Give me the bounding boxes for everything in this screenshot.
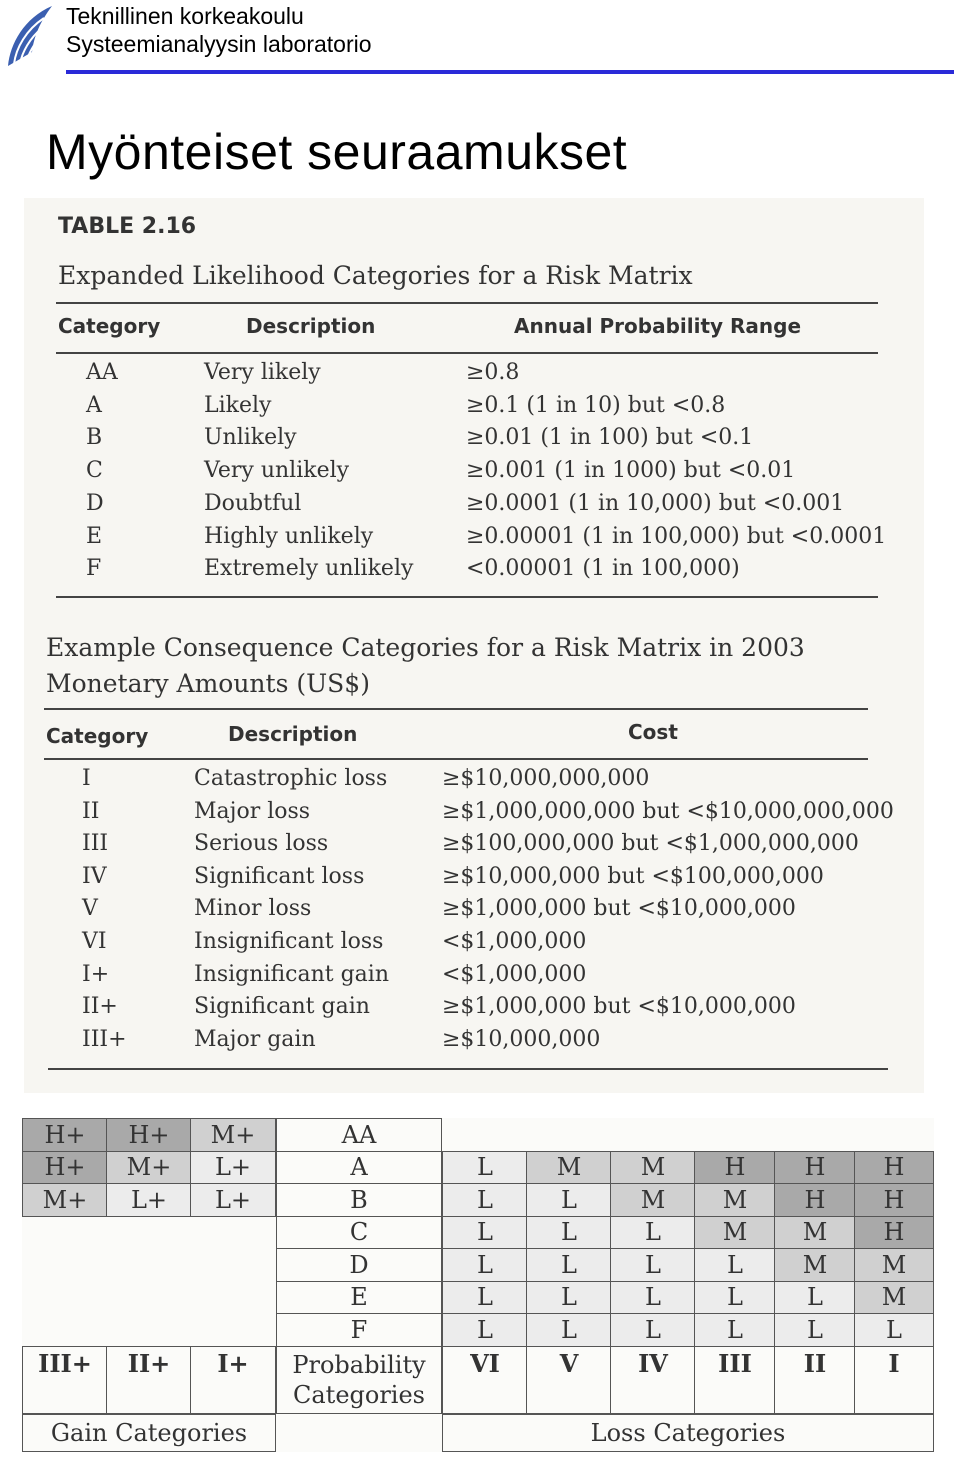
loss-cell: M [854,1281,934,1315]
loss-cell: L [442,1281,528,1315]
table2-header-category: Category [46,724,149,748]
table2-cell-description: Major loss [194,798,311,824]
loss-cell: H [694,1151,776,1185]
table2-cell-description: Insignificant gain [194,961,389,987]
table1-cell-description: Very unlikely [204,458,350,484]
table2-cell-category: V [82,896,98,922]
probability-axis-label: Probability Categories [276,1346,442,1414]
table1-header-range: Annual Probability Range [514,314,802,338]
table2-cell-description: Insignificant loss [194,929,384,954]
table1-cell-range: ≥0.001 (1 in 1000) but <0.01 [466,458,796,484]
loss-cell: L [610,1281,696,1315]
table2-cell-cost: ≥$1,000,000 but <$10,000,000 [442,994,796,1020]
table2-top-rule [44,708,868,710]
table2-header-rule [44,758,868,760]
table1-cell-category: F [86,556,102,582]
table1-cell-range: ≥0.0001 (1 in 10,000) but <0.001 [466,490,845,516]
table2-cell-cost: ≥$10,000,000 but <$100,000,000 [442,863,824,889]
loss-cell: L [526,1216,612,1250]
table1-cell-description: Doubtful [204,490,302,516]
table1-cell-description: Unlikely [204,425,297,451]
gain-cell: L+ [190,1183,276,1217]
slide-title: Myönteiset seuraamukset [46,124,628,180]
table2-cell-cost: ≥$1,000,000 but <$10,000,000 [442,896,796,922]
loss-cell: L [774,1281,856,1315]
header-divider [66,70,954,74]
probability-cell: F [276,1313,442,1347]
gain-cell: H+ [106,1118,192,1152]
table2-cell-category: III [82,831,109,857]
gain-cell: H+ [22,1151,108,1185]
loss-cell: L [694,1281,776,1315]
table1-cell-range: ≥0.1 (1 in 10) but <0.8 [466,392,726,418]
loss-cell: M [694,1183,776,1217]
table2-cell-cost: <$1,000,000 [442,961,587,987]
loss-axis-label: V [526,1346,612,1414]
gain-cell: M+ [22,1183,108,1217]
loss-axis-label: IV [610,1346,696,1414]
table1-cell-category: C [86,458,103,484]
table2-cell-cost: ≥$10,000,000,000 [442,766,650,791]
table1-cell-description: Likely [204,392,272,418]
table2-cell-description: Significant gain [194,994,370,1020]
table2-cell-cost: ≥$100,000,000 but <$1,000,000,000 [442,831,859,857]
table1-cell-category: B [86,425,103,451]
table1-cell-range: ≥0.01 (1 in 100) but <0.1 [466,425,754,451]
loss-cell: M [694,1216,776,1250]
probability-cell: C [276,1216,442,1250]
loss-cell: L [610,1216,696,1250]
table1-cell-category: A [86,392,102,418]
gain-cell: M+ [190,1118,276,1152]
loss-cell: M [774,1248,856,1282]
loss-cell: L [526,1183,612,1217]
gain-categories-label: Gain Categories [22,1414,276,1453]
university-logo-icon [4,4,56,68]
table2-title-line1: Example Consequence Categories for a Risk Matrix in 2003 [46,633,805,662]
table1-bottom-rule [56,596,878,598]
table1-cell-category: D [86,490,104,516]
loss-cell: M [610,1151,696,1185]
table1-top-rule [56,302,878,304]
org-line-1: Teknillinen korkeakoulu [66,3,304,29]
loss-cell: L [694,1248,776,1282]
loss-cell: L [854,1313,934,1347]
table2-cell-cost: ≥$1,000,000,000 but <$10,000,000,000 [442,798,894,824]
table1-cell-description: Highly unlikely [204,523,374,549]
table2-title-line2: Monetary Amounts (US$) [46,669,370,698]
gain-axis-label: I+ [190,1346,276,1414]
probability-cell: A [276,1151,442,1185]
table2-cell-category: II [82,798,100,824]
loss-cell: L [442,1216,528,1250]
org-line-2: Systeemianalyysin laboratorio [66,31,372,57]
table-label: TABLE 2.16 [58,214,197,239]
table1-cell-category: AA [86,360,118,385]
loss-cell: H [774,1151,856,1185]
gain-axis-label: II+ [106,1346,192,1414]
table1-cell-description: Very likely [204,360,321,385]
table2-cell-category: III+ [82,1026,127,1052]
table1-header-description: Description [246,314,376,338]
loss-cell: L [442,1151,528,1185]
probability-cell: E [276,1281,442,1315]
loss-cell: L [442,1183,528,1217]
loss-cell: H [854,1151,934,1185]
loss-cell: H [774,1183,856,1217]
table2-cell-description: Serious loss [194,831,329,857]
loss-cell: M [774,1216,856,1250]
loss-axis-label: III [694,1346,776,1414]
table2-cell-category: II+ [82,994,118,1020]
gain-cell: L+ [106,1183,192,1217]
table1-header-category: Category [58,314,161,338]
gain-cell: M+ [106,1151,192,1185]
loss-cell: L [774,1313,856,1347]
table1-title: Expanded Likelihood Categories for a Risk Matrix [58,261,693,290]
loss-cell: L [526,1248,612,1282]
table1-cell-category: E [86,523,103,549]
table2-cell-cost: ≥$10,000,000 [442,1026,601,1052]
table1-cell-range: <0.00001 (1 in 100,000) [466,556,740,582]
gain-axis-label: III+ [22,1346,108,1414]
table2-cell-category: I [82,766,91,791]
table2-header-cost: Cost [628,720,678,744]
probability-cell: AA [276,1118,442,1152]
table1-cell-range: ≥0.00001 (1 in 100,000) but <0.0001 [466,523,887,549]
loss-cell: L [526,1313,612,1347]
loss-cell: H [854,1183,934,1217]
loss-cell: L [526,1281,612,1315]
loss-cell: L [694,1313,776,1347]
loss-cell: M [526,1151,612,1185]
loss-cell: L [442,1248,528,1282]
table2-cell-category: VI [82,929,107,954]
gain-cell: H+ [22,1118,108,1152]
table1-header-rule [56,352,878,354]
table2-bottom-rule [48,1068,888,1070]
risk-matrix [22,1118,934,1452]
loss-cell: H [854,1216,934,1250]
loss-categories-label: Loss Categories [442,1414,934,1453]
loss-cell: M [610,1183,696,1217]
table1-cell-description: Extremely unlikely [204,556,414,582]
table1-cell-range: ≥0.8 [466,360,520,385]
table2-cell-description: Major gain [194,1026,316,1052]
loss-axis-label: VI [442,1346,528,1414]
loss-cell: L [610,1313,696,1347]
table2-cell-description: Minor loss [194,896,312,922]
table2-cell-description: Catastrophic loss [194,766,388,791]
table2-cell-cost: <$1,000,000 [442,929,587,954]
table2-cell-category: IV [82,863,107,889]
table2-cell-description: Significant loss [194,863,365,889]
table2-header-description: Description [228,722,358,746]
probability-cell: D [276,1248,442,1282]
table2-cell-category: I+ [82,961,110,987]
loss-cell: M [854,1248,934,1282]
scanned-page [24,198,924,1093]
probability-cell: B [276,1183,442,1217]
loss-axis-label: I [854,1346,934,1414]
loss-cell: L [610,1248,696,1282]
gain-cell: L+ [190,1151,276,1185]
organization-name [66,2,372,58]
loss-cell: L [442,1313,528,1347]
loss-axis-label: II [774,1346,856,1414]
